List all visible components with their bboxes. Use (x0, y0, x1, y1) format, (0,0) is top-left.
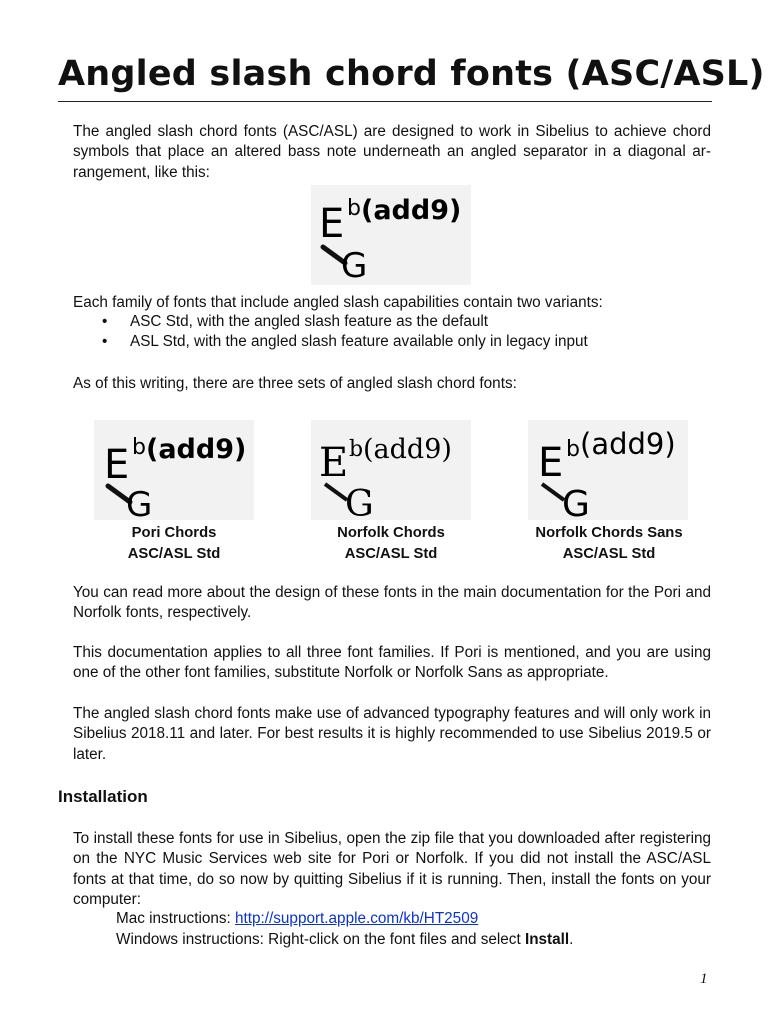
installation-paragraph: To install these fonts for use in Sibelius, open the zip file that you downloaded after registering on the NYC Music Services web site for Pori or Norfolk. If you did not install the ASC/ASL fonts at that time, do so now by quitting Sibelius if it is running. Then, install the fonts on your computer: (73, 830, 711, 908)
chord-accidental: b (347, 196, 361, 221)
design-paragraph: You can read more about the design of these fonts in the main documentation for the Pori and Norfolk fonts, respectively. (73, 584, 711, 622)
pori-chords-caption: Pori Chords ASC/ASL Std (127, 525, 221, 562)
title-underline (58, 101, 712, 102)
chord-root: E (319, 201, 345, 247)
svg-text:E: E (538, 440, 564, 486)
norfolk-chords-sample (311, 420, 471, 520)
variants-list (73, 312, 588, 353)
intro-paragraph: The angled slash chord fonts (ASC/ASL) are designed to work in Sibelius to achieve chord symbols that place an altered bass note underneath an angled separator in a diagonal arrangement, like this: (73, 123, 711, 181)
mac-instructions: Mac instructions: http://support.apple.com/kb/HT2509 (116, 910, 479, 927)
svg-text:(add9): (add9) (363, 434, 452, 465)
angled-slash (542, 484, 564, 500)
list-item: • ASC Std, with the angled slash feature as the default (73, 312, 588, 332)
variants-intro: Each family of fonts that include angled slash capabilities contain two variants: (73, 294, 603, 311)
svg-text:b: b (566, 437, 580, 462)
svg-text:(add9): (add9) (146, 434, 247, 465)
svg-text:G: G (345, 484, 374, 520)
requirements-paragraph: The angled slash chord fonts make use of advanced typography features and will only work in Sibelius 2018.11 and later. For best results it is highly recommended to use Sibelius 2019.5 or later. (73, 705, 711, 763)
svg-text:G: G (126, 485, 153, 520)
chord-bass: G (341, 246, 368, 285)
installation-heading: Installation (58, 787, 148, 806)
svg-text:E: E (104, 442, 130, 488)
applies-paragraph: This documentation applies to all three font families. If Pori is mentioned, and you are using one of the other font families, substitute Norfolk or Norfolk Sans as appropriate. (73, 644, 711, 682)
svg-text:(add9): (add9) (580, 427, 676, 461)
bullet-icon: • (102, 333, 108, 351)
angled-slash (325, 484, 347, 500)
norfolk-chords-caption: Norfolk Chords ASC/ASL Std (337, 525, 445, 562)
norfolk-chords-sans-caption: Norfolk Chords Sans ASC/ASL Std (535, 525, 683, 562)
chord-extension: (add9) (361, 195, 462, 226)
svg-text:b: b (132, 435, 146, 460)
sets-intro: As of this writing, there are three sets of angled slash chord fonts: (73, 375, 517, 392)
bullet-icon: • (102, 313, 108, 330)
chord-example-image (311, 185, 471, 285)
svg-text:E: E (319, 440, 349, 486)
norfolk-chords-sans-sample (528, 420, 688, 520)
list-item: • ASL Std, with the angled slash feature available only in legacy input (73, 332, 588, 352)
mac-instructions-link[interactable]: http://support.apple.com/kb/HT2509 (235, 910, 479, 927)
svg-text:G: G (562, 484, 590, 520)
svg-text:b: b (349, 437, 364, 462)
page-title: Angled slash chord fonts (ASC/ASL) (58, 54, 765, 94)
pori-chords-sample (94, 420, 254, 520)
windows-instructions: Windows instructions: Right-click on the font files and select Install. (116, 931, 574, 948)
page-number: 1 (700, 971, 708, 987)
